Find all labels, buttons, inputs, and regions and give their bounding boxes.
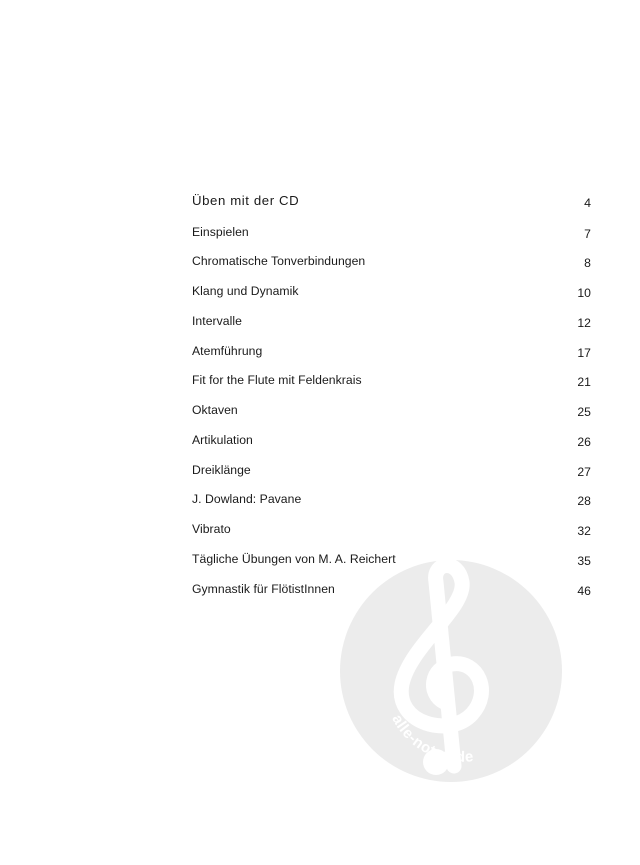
watermark-text: alle-noten.de [388, 711, 475, 766]
toc-entry-title: Artikulation [192, 432, 253, 447]
toc-entry-title: Dreiklänge [192, 462, 251, 477]
toc-entry-page-number: 35 [577, 553, 591, 568]
toc-entry[interactable] [192, 462, 591, 492]
table-of-contents [192, 193, 591, 610]
toc-entry-title: Tägliche Übungen von M. A. Reichert [192, 551, 396, 566]
toc-entry-title: Fit for the Flute mit Feldenkrais [192, 373, 362, 388]
toc-entry[interactable] [192, 432, 591, 462]
toc-entry[interactable] [192, 343, 591, 373]
toc-entry-page-number: 28 [577, 494, 591, 509]
toc-entry-title: Üben mit der CD [192, 193, 300, 208]
toc-entry[interactable] [192, 581, 591, 611]
toc-entry-title: Gymnastik für FlötistInnen [192, 581, 335, 596]
toc-entry-title: Chromatische Tonverbindungen [192, 254, 366, 269]
toc-entry-page-number: 17 [577, 345, 591, 360]
toc-entry-page-number: 21 [577, 375, 591, 390]
toc-entry-page-number: 4 [584, 196, 591, 210]
toc-entry[interactable] [192, 491, 591, 521]
toc-entry-page-number: 46 [577, 583, 591, 598]
toc-entry[interactable] [192, 283, 591, 313]
toc-entry[interactable] [192, 551, 591, 581]
toc-entry-title: Oktaven [192, 403, 238, 417]
toc-entry-page-number: 10 [577, 286, 591, 300]
toc-entry-page-number: 32 [577, 524, 591, 538]
toc-entry[interactable] [192, 224, 591, 254]
toc-entry-page-number: 12 [577, 315, 591, 330]
toc-entry-page-number: 27 [577, 464, 591, 479]
toc-entry-page-number: 8 [584, 256, 591, 271]
toc-entry-page-number: 7 [584, 226, 591, 241]
toc-entry[interactable] [192, 372, 591, 402]
toc-entry[interactable] [192, 521, 591, 551]
toc-entry-title: Atemführung [192, 343, 263, 358]
toc-entry-title: Intervalle [192, 313, 242, 328]
toc-entry[interactable] [192, 193, 591, 224]
toc-entry-page-number: 26 [577, 434, 591, 449]
toc-entry[interactable] [192, 313, 591, 343]
toc-entry-title: Einspielen [192, 224, 249, 239]
toc-entry[interactable] [192, 253, 591, 283]
toc-entry[interactable] [192, 402, 591, 432]
toc-entry-title: Vibrato [192, 522, 231, 536]
toc-entry-title: Klang und Dynamik [192, 284, 299, 298]
toc-entry-page-number: 25 [577, 405, 591, 419]
toc-entry-title: J. Dowland: Pavane [192, 492, 302, 507]
